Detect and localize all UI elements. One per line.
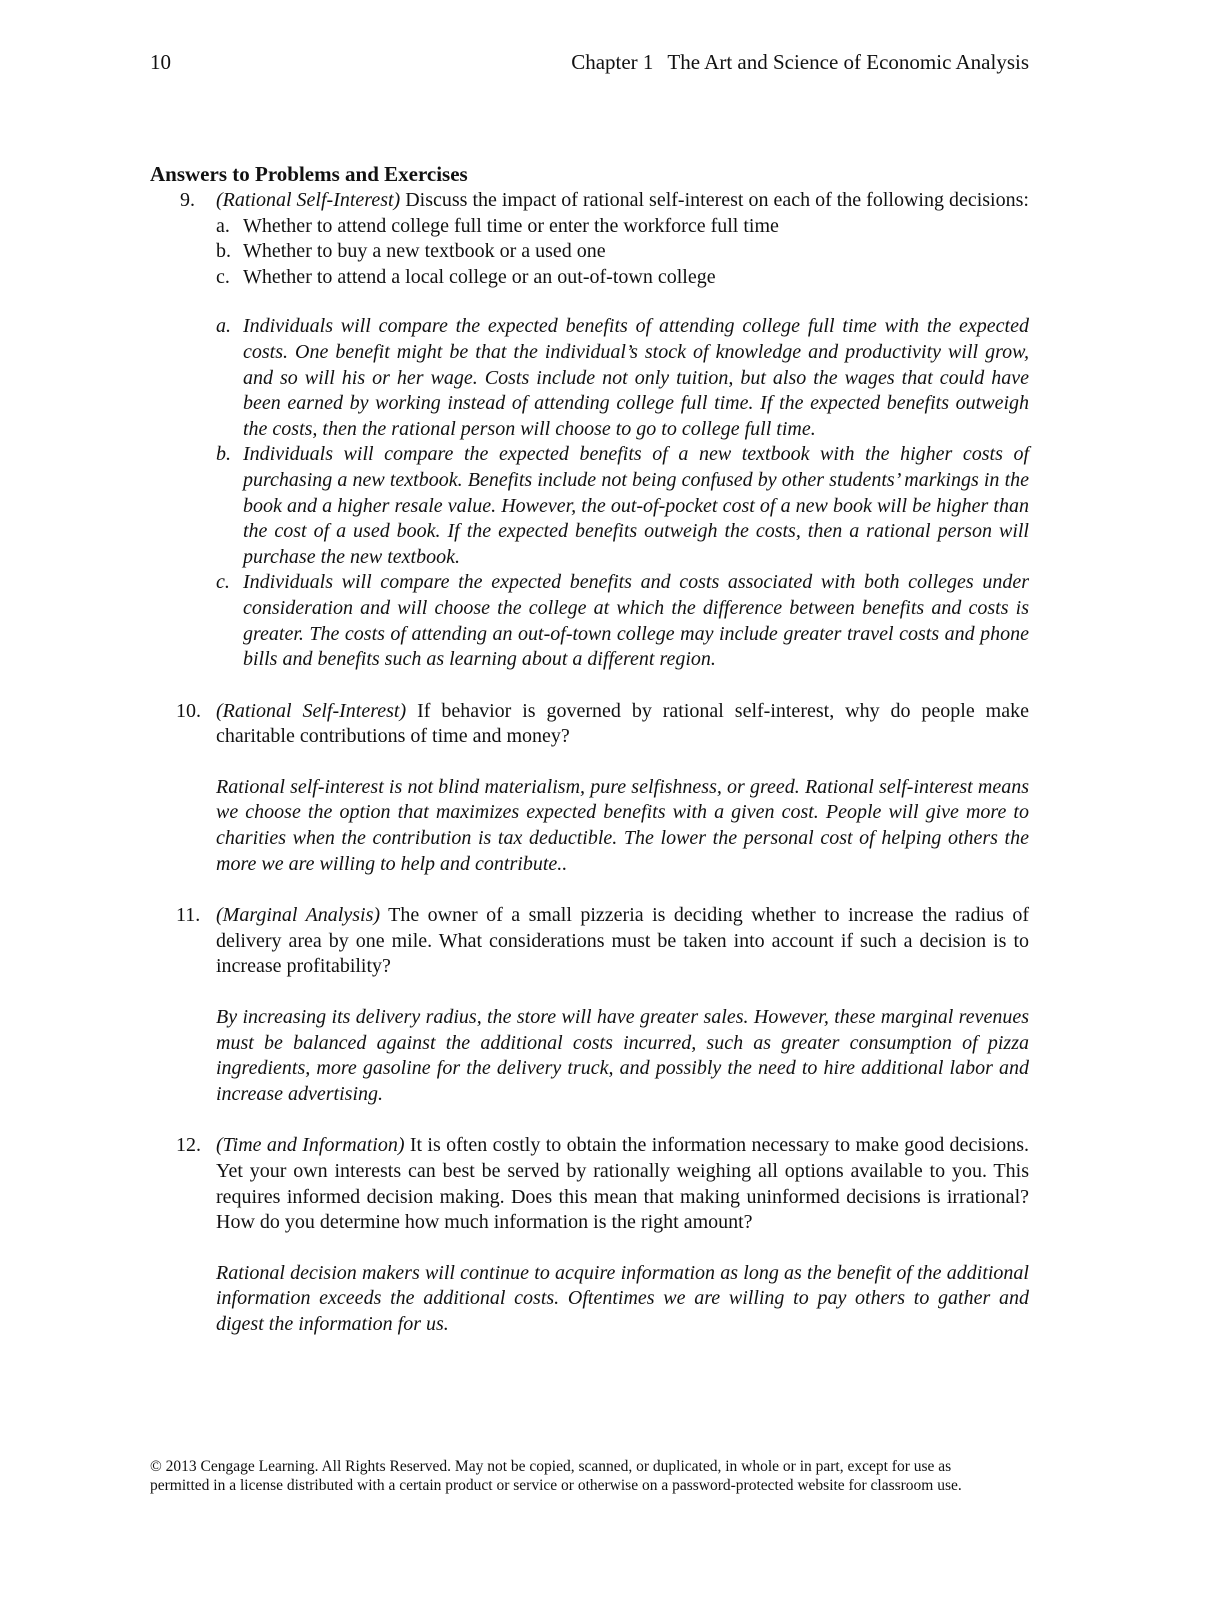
- problem-number: 10.: [176, 699, 201, 722]
- problems-list: [150, 188, 1029, 1338]
- list-item: [216, 265, 1029, 291]
- problem-11: [150, 903, 1029, 1107]
- item-label: b.: [216, 240, 231, 263]
- page-number: 10: [150, 50, 171, 74]
- section-title: Answers to Problems and Exercises: [150, 162, 468, 186]
- problem-question: [216, 699, 1029, 750]
- answer-text: Individuals will compare the expected benefits of a new textbook with the higher costs of purchasing a new textbook. Benefits include not being confused by other students’ markings in the book and a higher resale value. However, the out-of-pocket cost of a new book will be higher than the cost of a used book. If the expected benefits outweigh the costs, then a rational person will purchase the new textbook.: [243, 443, 1029, 568]
- chapter-label: Chapter 1: [571, 50, 654, 74]
- question-text: The owner of a small pizzeria is deciding whether to increase the radius of delivery area by one mile. What considerations must be taken into account if such a decision is to increase profitability?: [216, 904, 1029, 978]
- answer-text: Rational decision makers will continue to acquire information as long as the benefit of the additional information exceeds the additional costs. Oftentimes we are willing to pay others to gather and digest the information for us.: [216, 1261, 1029, 1335]
- item-label: c.: [216, 265, 230, 288]
- problem-question: [216, 1133, 1029, 1235]
- list-item: [216, 214, 1029, 240]
- answer-label: c.: [216, 571, 230, 594]
- problem-number: 12.: [176, 1134, 201, 1157]
- problem-number: 11.: [176, 904, 201, 927]
- decision-list: [216, 214, 1029, 291]
- problem-9: [150, 188, 1029, 673]
- footer-line: © 2013 Cengage Learning. All Rights Reserved. May not be copied, scanned, or duplicated, in whole or in part, except for use as: [150, 1458, 952, 1475]
- answer-item: [216, 314, 1029, 442]
- problem-number: 9.: [180, 189, 195, 211]
- problem-question: [216, 903, 1029, 980]
- problem-topic: (Time and Information): [216, 1134, 405, 1157]
- answer-text: Rational self-interest is not blind materialism, pure selfishness, or greed. Rational self-interest means we choose the option that maximizes expected benefits with a given cost. People will give more to charities when the contribution is tax deductible. The lower the personal cost of helping others the more we are willing to help and contribute..: [216, 775, 1029, 875]
- item-text: Whether to attend college full time or enter the workforce full time: [243, 214, 779, 237]
- question-text: It is often costly to obtain the information necessary to make good decisions. Yet your own interests can best be served by rationally weighing all options available to you. This requires informed decision making. Does this mean that making uninformed decisions is irrational? How do you determine how much information is the right amount?: [216, 1134, 1029, 1234]
- problem-10: [150, 699, 1029, 878]
- answer-label: b.: [216, 443, 231, 466]
- answer-text: Individuals will compare the expected benefits and costs associated with both colleges under consideration and will choose the college at which the difference between benefits and costs is greater. The costs of attending an out-of-town college may include greater travel costs and phone bills and benefits such as learning about a different region.: [243, 571, 1029, 671]
- problem-12: [150, 1133, 1029, 1337]
- problem-topic: (Marginal Analysis): [216, 904, 381, 927]
- answer-text: Individuals will compare the expected benefits of attending college full time with the expected costs. One benefit might be that the individual’s stock of knowledge and productivity will grow, and so will his or her wage. Costs include not only tuition, but also the wages that could have been earned by working instead of attending college full time. If the expected benefits outweigh the costs, then the rational person will choose to go to college full time.: [243, 315, 1029, 440]
- answer-text: By increasing its delivery radius, the store will have greater sales. However, these marginal revenues must be balanced against the additional costs incurred, such as greater consumption of pizza ingredients, more gasoline for the delivery truck, and possibly the need to hire additional labor and increase advertising.: [216, 1006, 1029, 1105]
- answer-list: [216, 314, 1029, 672]
- question-text: If behavior is governed by rational self-interest, why do people make charitable contributions of time and money?: [216, 699, 1029, 748]
- answer-label: a.: [216, 315, 231, 338]
- answer-item: [216, 442, 1029, 570]
- footer-line: permitted in a license distributed with a certain product or service or otherwise on a password-protected website for classroom use.: [150, 1477, 962, 1494]
- item-text: Whether to attend a local college or an out-of-town college: [243, 265, 716, 288]
- answer-item: [216, 570, 1029, 672]
- chapter-title: The Art and Science of Economic Analysis: [667, 50, 1029, 74]
- list-item: [216, 239, 1029, 265]
- question-text: Discuss the impact of rational self-interest on each of the following decisions:: [400, 189, 1029, 211]
- problem-question: [216, 188, 1029, 214]
- running-head: [571, 50, 1029, 75]
- copyright-footer: [150, 1457, 1030, 1495]
- item-text: Whether to buy a new textbook or a used one: [243, 240, 606, 263]
- problem-topic: (Rational Self-Interest): [216, 189, 401, 211]
- problem-topic: (Rational Self-Interest): [216, 699, 407, 722]
- item-label: a.: [216, 214, 230, 237]
